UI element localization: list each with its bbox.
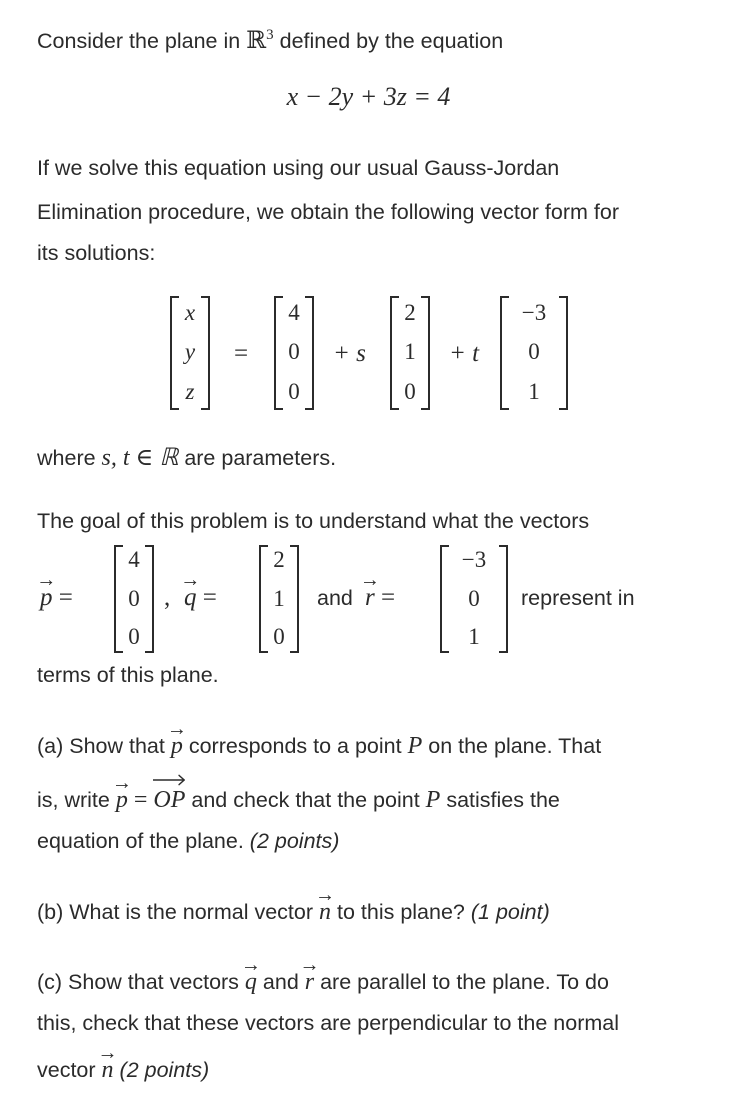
part-c-points: (2 points) [119, 1058, 210, 1082]
part-a-line-1: (a) Show that → p corresponds to a point P on the plane. That [37, 718, 602, 759]
vector-p-label: → p = [36, 569, 73, 611]
point-P: P [407, 733, 423, 759]
part-b-line: (b) What is the normal vector → n to this plane? (1 point) [37, 884, 550, 925]
intro-text: Consider the plane in [37, 29, 241, 53]
vector-r-inline: → r [299, 954, 320, 995]
matrix-v1: 2 1 0 [390, 296, 430, 410]
intro-text-2: defined by the equation [279, 29, 504, 53]
part-a-line-3: equation of the plane. (2 points) [37, 829, 340, 853]
matrix-xyz: x y z [170, 296, 210, 410]
part-c-line-3: vector → n (2 points) [37, 1042, 210, 1083]
goal-line-3: terms of this plane. [37, 663, 219, 687]
matrix-p: 4 0 0 [114, 545, 154, 653]
solve-line-3: its solutions: [37, 241, 156, 265]
vector-OP: OP [153, 787, 185, 814]
part-a-line-2: is, write → p = OP and check that the point P satisfies the [37, 772, 560, 813]
part-c-line-2: this, check that these vectors are perpendicular to the normal [37, 1011, 620, 1035]
vector-p-inline: → p [166, 718, 187, 759]
vector-n-inline: → n [315, 884, 335, 925]
goal-line-1: The goal of this problem is to understand what the vectors [37, 509, 590, 533]
vector-q-label: → q = [180, 569, 217, 611]
solve-line-2: Elimination procedure, we obtain the following vector form for [37, 200, 619, 224]
vector-r-label: → r = [359, 569, 396, 611]
vector-n-inline-2: → n [97, 1042, 118, 1083]
vector-p-inline-2: → p [111, 772, 132, 813]
comma-1: , [164, 584, 171, 611]
vector-q-inline: → q [240, 954, 261, 995]
intro-line [37, 26, 503, 55]
matrix-v0: 4 0 0 [274, 296, 314, 410]
part-c-line-1: (c) Show that vectors → q and → r are parallel to the plane. To do [37, 954, 609, 995]
represent-text: represent in [521, 586, 635, 610]
solve-line-1: If we solve this equation using our usual Gauss-Jordan [37, 156, 560, 180]
part-a-points: (2 points) [249, 829, 340, 853]
plus-s: + s [333, 340, 366, 367]
real-space-symbol: ℝ$^3$ [246, 27, 274, 54]
plus-t: + t [449, 340, 480, 367]
equals-sign: = [234, 340, 249, 367]
plane-equation: x − 2y + 3z = 4 [286, 82, 451, 111]
matrix-v2: −3 0 1 [500, 296, 568, 410]
params-line: where s, t ∈ ℝ are parameters. [37, 445, 337, 471]
and-text: and [317, 586, 353, 610]
part-b-points: (1 point) [470, 900, 550, 924]
matrix-q: 2 1 0 [259, 545, 299, 653]
matrix-r: −3 0 1 [440, 545, 508, 653]
params-math: s, t ∈ ℝ [101, 445, 179, 471]
